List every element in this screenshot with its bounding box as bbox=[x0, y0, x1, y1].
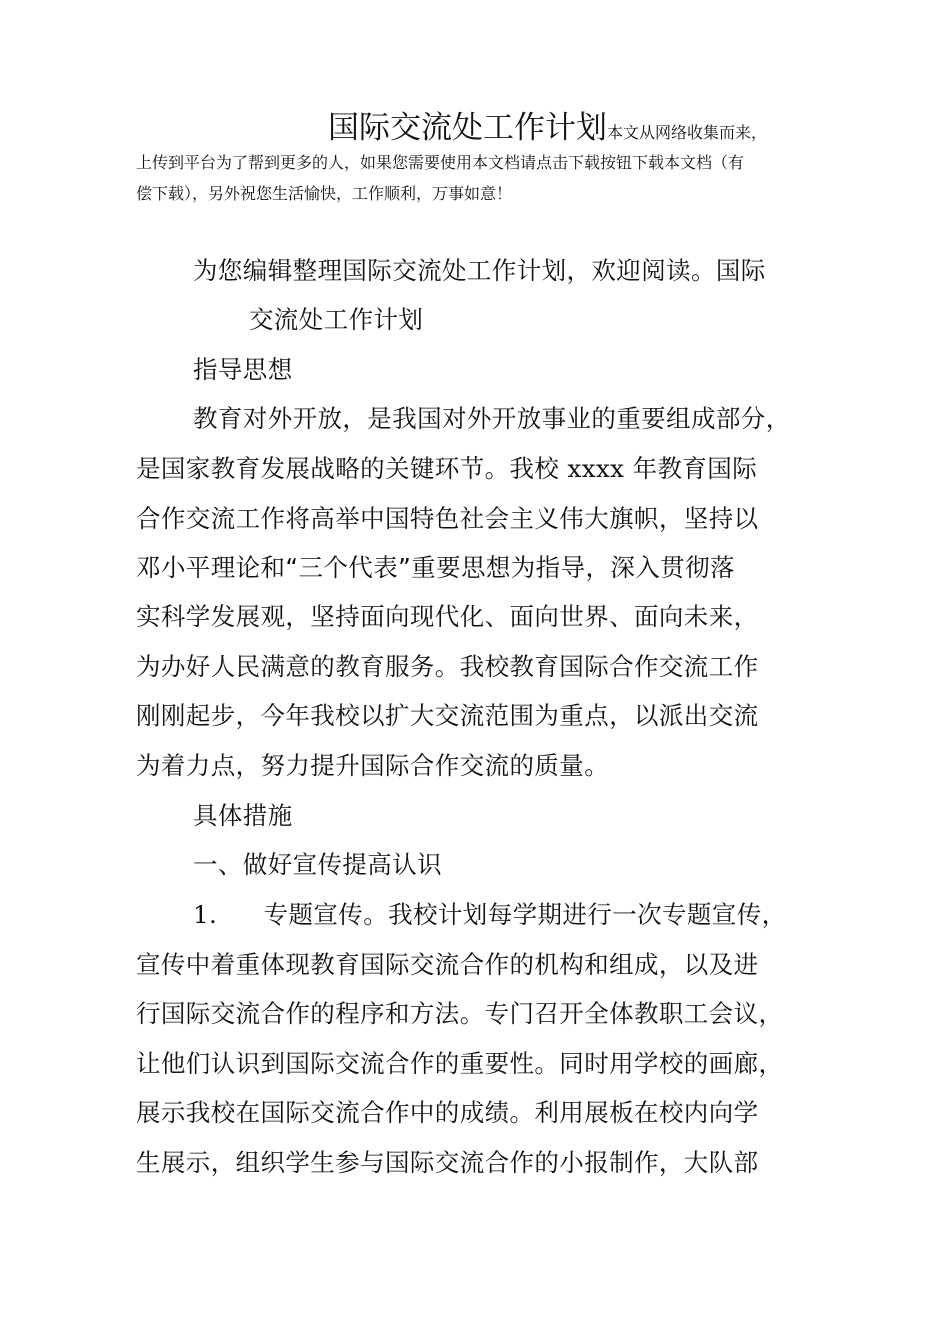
document-title: 国际交流处工作计划 bbox=[328, 110, 607, 146]
paragraph-line: 刚刚起步，今年我校以扩大交流范围为重点，以派出交流 bbox=[136, 701, 759, 730]
paragraph-text: 是国家教育发展战略的关键环节。我校 bbox=[136, 454, 560, 483]
promo-text-line-2: 上传到平台为了帮到更多的人，如果您需要使用本文档请点击下载按钮下载本文档（有 bbox=[136, 153, 745, 172]
section-heading-guiding-ideology: 指导思想 bbox=[193, 355, 293, 384]
paragraph-line bbox=[136, 450, 757, 485]
intro-line-2: 交流处工作计划 bbox=[249, 305, 424, 334]
paragraph-line: 展示我校在国际交流合作中的成绩。利用展板在校内向学 bbox=[136, 1098, 759, 1127]
section-heading-specific-measures: 具体措施 bbox=[193, 801, 293, 830]
intro-line-1: 为您编辑整理国际交流处工作计划，欢迎阅读。国际 bbox=[193, 256, 766, 285]
paragraph-line: 教育对外开放，是我国对外开放事业的重要组成部分， bbox=[193, 404, 791, 433]
year-placeholder: xxxx bbox=[567, 454, 625, 483]
paragraph-line: 为办好人民满意的教育服务。我校教育国际合作交流工作 bbox=[136, 652, 759, 681]
list-number: 1. bbox=[193, 900, 218, 929]
promo-text-line-1: 本文从网络收集而来， bbox=[607, 123, 768, 142]
promo-text-line-3: 偿下载），另外祝您生活愉快，工作顺利，万事如意！ bbox=[136, 184, 513, 203]
paragraph-line: 邓小平理论和“三个代表”重要思想为指导，深入贯彻落 bbox=[136, 553, 735, 582]
paragraph-line: 行国际交流合作的程序和方法。专门召开全体教职工会议， bbox=[136, 999, 784, 1028]
list-item-line bbox=[193, 896, 787, 931]
paragraph-text: 专题宣传。我校计划每学期进行一次专题宣传， bbox=[263, 900, 787, 929]
paragraph-line: 让他们认识到国际交流合作的重要性。同时用学校的画廊， bbox=[136, 1049, 784, 1078]
paragraph-line: 合作交流工作将高举中国特色社会主义伟大旗帜，坚持以 bbox=[136, 504, 759, 533]
subsection-heading: 一、做好宣传提高认识 bbox=[193, 850, 442, 879]
paragraph-line: 生展示，组织学生参与国际交流合作的小报制作，大队部 bbox=[136, 1148, 759, 1177]
paragraph-line: 为着力点，努力提升国际合作交流的质量。 bbox=[136, 751, 610, 780]
paragraph-line: 实科学发展观，坚持面向现代化、面向世界、面向未来， bbox=[136, 602, 759, 631]
title-row bbox=[328, 102, 767, 147]
paragraph-line: 宣传中着重体现教育国际交流合作的机构和组成，以及进 bbox=[136, 950, 759, 979]
paragraph-text: 年教育国际 bbox=[632, 454, 758, 483]
